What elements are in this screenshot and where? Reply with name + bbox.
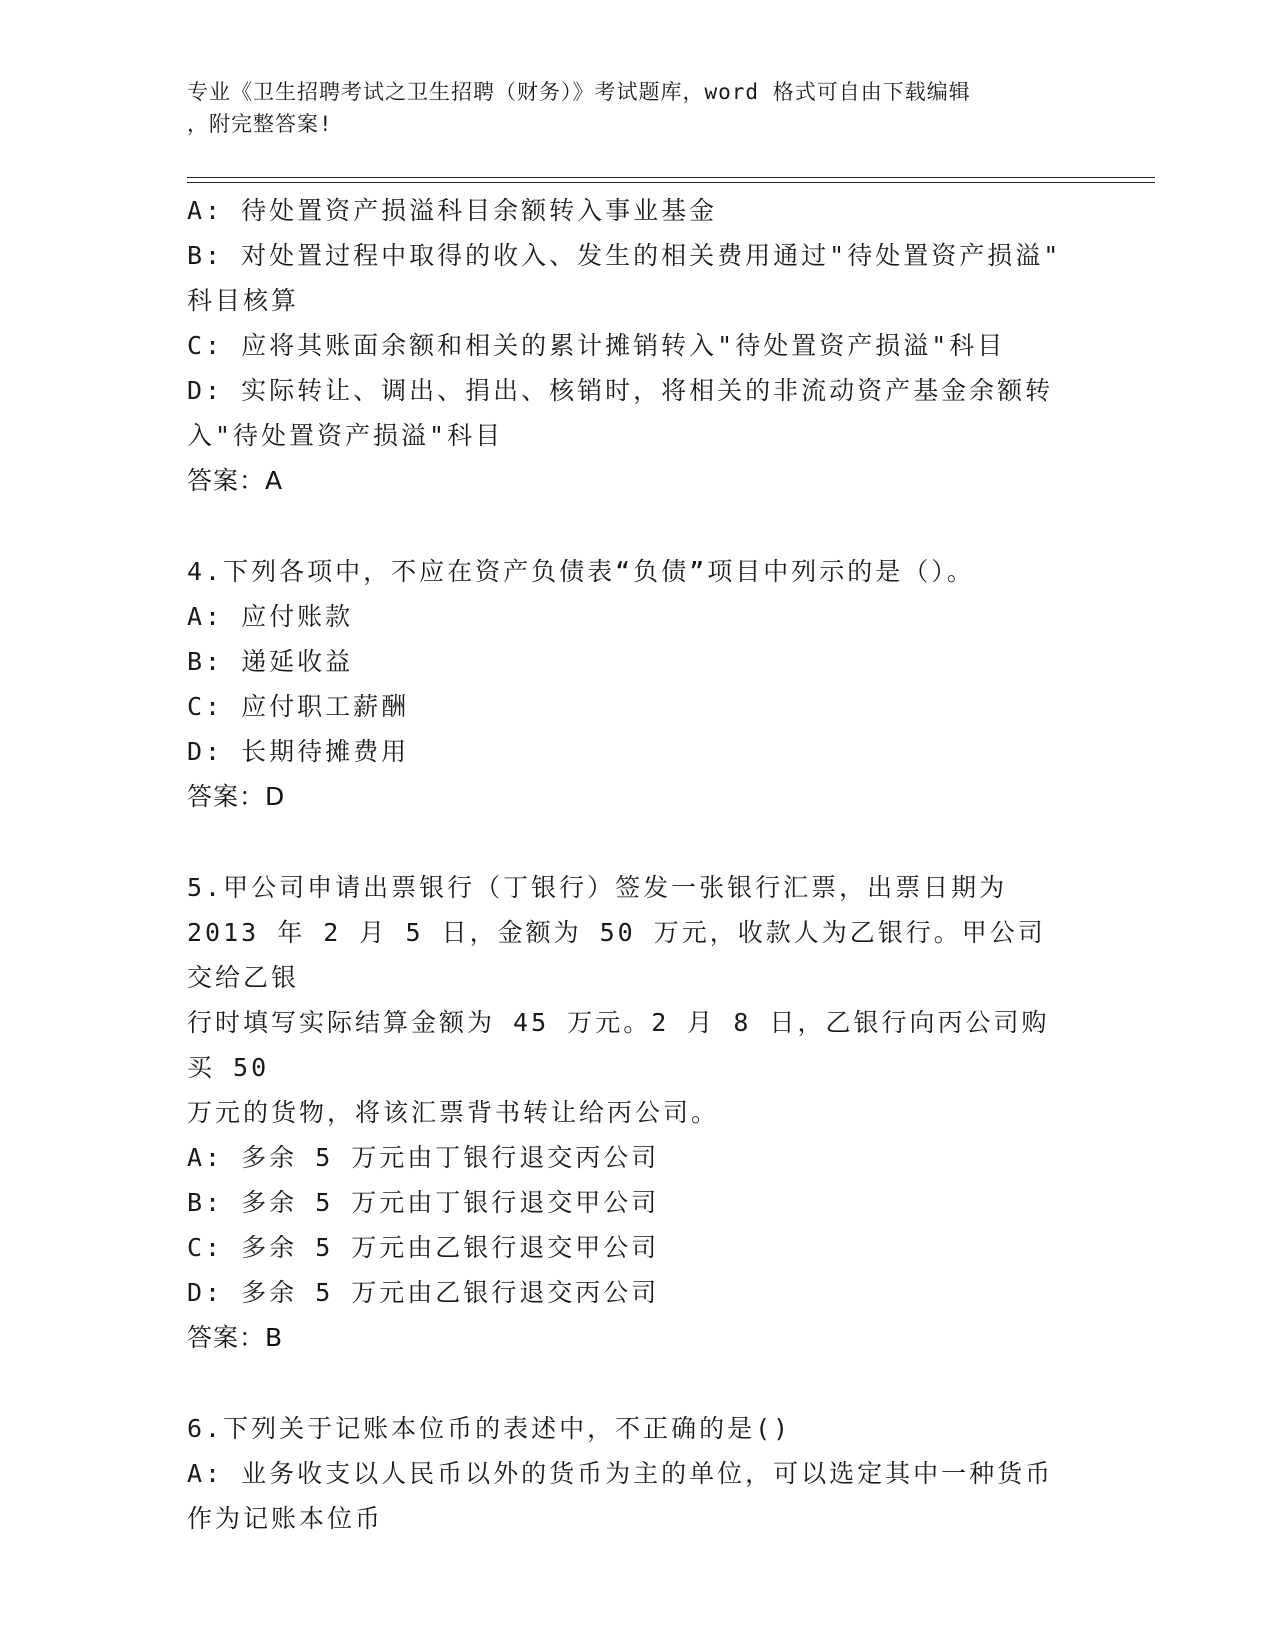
option-b: B: 多余 5 万元由丁银行退交甲公司 bbox=[187, 1188, 660, 1217]
option-c: C: 应付职工薪酬 bbox=[187, 692, 410, 721]
header-divider-bottom bbox=[187, 182, 1155, 183]
spacer bbox=[187, 819, 1087, 865]
question-stem-line-2: 2013 年 2 月 5 日，金额为 50 万元，收款人为乙银行。甲公司交给乙银 bbox=[187, 918, 1046, 992]
question-3 bbox=[187, 188, 1087, 503]
spacer bbox=[187, 503, 1087, 549]
option-a: A: 多余 5 万元由丁银行退交丙公司 bbox=[187, 1143, 660, 1172]
option-a: A: 应付账款 bbox=[187, 602, 354, 631]
answer-label: 答案：A bbox=[187, 466, 284, 495]
answer-label: 答案：D bbox=[187, 782, 286, 811]
header-line-2: ，附完整答案! bbox=[187, 112, 333, 136]
option-c: C: 多余 5 万元由乙银行退交甲公司 bbox=[187, 1233, 660, 1262]
option-b: B: 对处置过程中取得的收入、发生的相关费用通过"待处置资产损溢" bbox=[187, 241, 1062, 270]
question-stem: 5.甲公司申请出票银行（丁银行）签发一张银行汇票，出票日期为 bbox=[187, 873, 1008, 902]
question-list bbox=[187, 188, 1087, 1541]
question-stem-line-3: 行时填写实际结算金额为 45 万元。2 月 8 日，乙银行向丙公司购买 50 bbox=[187, 1008, 1050, 1082]
header-divider-top bbox=[187, 177, 1155, 178]
question-4 bbox=[187, 549, 1087, 819]
option-a-continued: 作为记账本位币 bbox=[187, 1504, 384, 1533]
question-stem: 6.下列关于记账本位币的表述中，不正确的是() bbox=[187, 1414, 792, 1443]
option-a: A: 待处置资产损溢科目余额转入事业基金 bbox=[187, 196, 718, 225]
option-b: B: 递延收益 bbox=[187, 647, 354, 676]
option-d: D: 多余 5 万元由乙银行退交丙公司 bbox=[187, 1278, 660, 1307]
spacer bbox=[187, 1360, 1087, 1406]
question-6 bbox=[187, 1406, 1087, 1541]
document-header bbox=[187, 76, 1067, 140]
question-stem-line-4: 万元的货物，将该汇票背书转让给丙公司。 bbox=[187, 1098, 720, 1127]
option-d: D: 长期待摊费用 bbox=[187, 737, 410, 766]
option-b-continued: 科目核算 bbox=[187, 286, 300, 315]
option-d-continued: 入"待处置资产损溢"科目 bbox=[187, 421, 504, 450]
option-a: A: 业务收支以人民币以外的货币为主的单位，可以选定其中一种货币 bbox=[187, 1459, 1054, 1488]
header-line-1: 专业《卫生招聘考试之卫生招聘（财务）》考试题库，word 格式可自由下载编辑 bbox=[187, 80, 971, 104]
question-5 bbox=[187, 865, 1087, 1360]
answer-label: 答案：B bbox=[187, 1323, 284, 1352]
option-d: D: 实际转让、调出、捐出、核销时，将相关的非流动资产基金余额转 bbox=[187, 376, 1054, 405]
option-c: C: 应将其账面余额和相关的累计摊销转入"待处置资产损溢"科目 bbox=[187, 331, 1006, 360]
question-stem: 4.下列各项中，不应在资产负债表“负债”项目中列示的是（）。 bbox=[187, 557, 975, 586]
